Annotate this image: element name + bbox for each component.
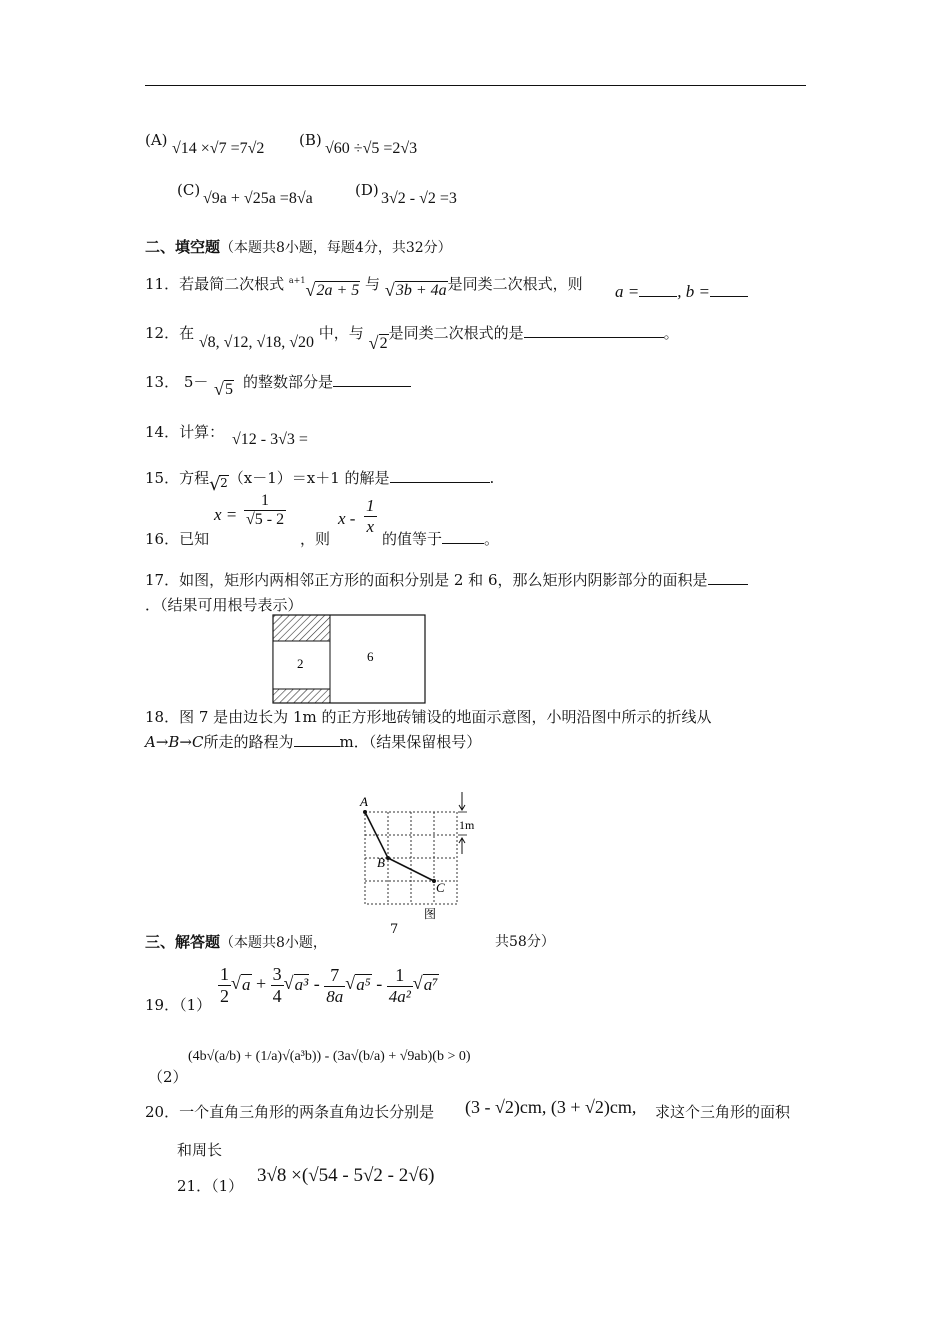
- q17-blank[interactable]: [708, 584, 748, 585]
- section3-heading-left: [145, 931, 327, 952]
- q11-text2: 与: [365, 275, 381, 293]
- q19-r3: a⁵: [356, 974, 371, 994]
- section2-note: （本题共8小题，每题4分，共32分）: [220, 240, 452, 256]
- q14: [145, 421, 224, 442]
- q16-tail: [382, 528, 499, 549]
- q18-label-b: B: [377, 855, 385, 870]
- q13-expr1: 5－: [183, 373, 209, 391]
- q16-comma: ，则: [300, 530, 331, 548]
- q11-blank-a[interactable]: [639, 296, 677, 297]
- q12-num: 12．: [145, 324, 180, 342]
- section3-note2: 共58分）: [495, 934, 555, 950]
- q16-text1: 已知: [179, 530, 210, 548]
- section2-heading: [145, 236, 452, 257]
- q15-blank[interactable]: [390, 482, 490, 483]
- q17-figure: [270, 613, 430, 706]
- q11-rad1: 2a + 5: [316, 282, 360, 299]
- q19-r4: a⁷: [423, 974, 439, 994]
- q17-shade-top: [273, 615, 330, 641]
- q20-expr: (3 - √2)cm, (3 + √2)cm,: [465, 1097, 637, 1117]
- q19-r1: a: [242, 974, 251, 994]
- q19-f2n: 3: [272, 964, 282, 984]
- q18-caption: 图: [424, 907, 437, 921]
- q19-r2: a³: [294, 974, 309, 994]
- q18-point-a: [363, 810, 367, 814]
- q18-caption-num: 7: [390, 922, 399, 937]
- q13-rad: 5: [225, 381, 233, 398]
- q11: [145, 273, 583, 299]
- q18-text2: 所走的路程为: [203, 733, 294, 751]
- q18-num: 18．: [145, 708, 180, 726]
- q13-text: 的整数部分是: [243, 373, 334, 391]
- q18-path-line: [365, 812, 434, 881]
- q14-text: 计算：: [179, 423, 225, 441]
- q12-list: √8, √12, √18, √20: [198, 334, 315, 351]
- q15-text1: 方程: [179, 469, 210, 487]
- q21-p1: （1）: [211, 1177, 244, 1195]
- q16-num2: 1: [366, 496, 375, 515]
- q17-shade-bottom: [273, 689, 330, 703]
- section2-title: 二、填空题: [145, 238, 221, 256]
- q20-text: 一个直角三角形的两条直角边长分别是: [179, 1103, 435, 1121]
- option-c-expr: √9a + √25a =8√a: [203, 190, 313, 207]
- q17-line2: ．（结果可用根号表示）: [145, 596, 303, 614]
- q11-ans-a: a =: [615, 282, 640, 301]
- q18-label-1m: 1m: [459, 818, 475, 832]
- q11-answers: [615, 282, 748, 302]
- q19-p2: （2）: [148, 1068, 188, 1086]
- q19-f4n: 1: [387, 965, 413, 987]
- q19-f3d: 8a: [326, 986, 344, 1006]
- q19-f4d: 4a²: [388, 986, 411, 1006]
- q16-den1: √5 - 2: [246, 511, 285, 528]
- option-b-label: (B): [299, 131, 322, 149]
- q19-f1n: 1: [220, 964, 229, 984]
- q18-line1: [145, 706, 711, 727]
- option-a-expr: √14 ×√7 =7√2: [172, 140, 265, 157]
- q11-blank-b[interactable]: [710, 296, 748, 297]
- section3-note1: （本题共8小题，: [220, 935, 327, 951]
- q18-text: 图 7 是由边长为 1m 的正方形地砖铺设的地面示意图，小明沿图中所示的折线从: [179, 708, 712, 726]
- q19-f1d: 2: [220, 986, 229, 1006]
- q11-text1: 若最简二次根式: [179, 275, 285, 293]
- q11-text3: 是同类二次根式，则: [447, 275, 583, 293]
- q17-label-small: 2: [297, 656, 304, 671]
- q18-path: A→B→C: [145, 733, 204, 751]
- q17-text: 如图，矩形内两相邻正方形的面积分别是 2 和 6，那么矩形内阴影部分的面积是: [179, 571, 708, 589]
- option-a-label: (A): [145, 131, 168, 149]
- q16-expr: x -: [338, 509, 356, 528]
- q16-frac1: [244, 492, 286, 529]
- q11-num: 11．: [145, 275, 180, 293]
- header-rule: [145, 85, 806, 86]
- q18-point-b: [386, 856, 390, 860]
- option-d-expr: 3√2 - √2 =3: [381, 190, 457, 207]
- q16-lhs: x =: [214, 505, 238, 524]
- q12: [145, 322, 679, 352]
- q21-expr: 3√8 ×(√54 - 5√2 - 2√6): [257, 1165, 435, 1186]
- q12-rad: 2: [379, 335, 388, 352]
- q19-lead: [145, 994, 211, 1015]
- q20-line1: [145, 1101, 434, 1122]
- q16-num1: 1: [244, 492, 286, 511]
- q15: [145, 467, 494, 488]
- option-c-label: (C): [177, 181, 201, 199]
- q19-expr2: (4b√(a/b) + (1/a)√(a³b)) - (3a√(b/a) + √9ab)(b > 0): [188, 1049, 471, 1064]
- q20-num: 20．: [145, 1103, 180, 1121]
- q21-num: 21．: [177, 1177, 212, 1195]
- q19-f3n: 7: [324, 965, 345, 987]
- q13-rad-wrap: [214, 381, 234, 399]
- q18-label-c: C: [436, 880, 445, 895]
- q17-label-big: 6: [367, 649, 374, 664]
- q16-blank[interactable]: [442, 543, 484, 544]
- q12-text1: 在: [179, 324, 195, 342]
- q17-line1: [145, 569, 748, 590]
- q19-num: 19．: [145, 996, 180, 1014]
- q17-num: 17．: [145, 571, 180, 589]
- q16-lead: [145, 528, 209, 549]
- q12-text3: 是同类二次根式的是: [388, 324, 524, 342]
- q16-num: 16．: [145, 530, 180, 548]
- q11-index: a+1: [288, 276, 306, 285]
- q14-expr: √12 - 3√3 =: [232, 431, 308, 448]
- q18-line2: [145, 731, 481, 752]
- q15-num: 15．: [145, 469, 180, 487]
- q18-text3: m．（结果保留根号）: [339, 733, 482, 751]
- q16-den2: x: [366, 517, 375, 536]
- q15-end: .: [489, 469, 495, 487]
- q12-end: 。: [663, 324, 679, 342]
- q20-text2: 求这个三角形的面积: [655, 1103, 791, 1121]
- q19-expr1: $\frac{1}{2}$ √ a + $\frac{3}{4}$ √ a³ - $\frac{7}{8a}$ √ a⁵ - $\frac{1}{\text{4a²}}$ √ a⁷: [218, 964, 439, 1007]
- q21-lead: [177, 1175, 243, 1196]
- q18-blank[interactable]: [294, 746, 340, 747]
- q13-tail: [243, 371, 411, 392]
- q12-text2: 中，与: [318, 324, 364, 342]
- q16-frac2: [364, 496, 377, 537]
- q19-p1: （1）: [179, 996, 212, 1014]
- q13-blank[interactable]: [333, 386, 411, 387]
- section3-title: 三、解答题: [145, 933, 221, 951]
- q18-figure: [355, 788, 485, 923]
- q11-ans-b: , b =: [677, 282, 710, 301]
- q12-blank[interactable]: [524, 337, 664, 338]
- q16-end: 。: [484, 530, 500, 548]
- q18-label-a: A: [360, 794, 368, 809]
- q14-num: 14．: [145, 423, 180, 441]
- q20-line2: 和周长: [177, 1141, 223, 1159]
- q11-rad2: 3b + 4a: [395, 282, 447, 299]
- q15-text2: （x－1）＝x＋1 的解是: [228, 469, 390, 487]
- option-d-label: (D): [355, 181, 379, 199]
- option-b-expr: √60 ÷√5 =2√3: [325, 140, 418, 157]
- q13: [145, 371, 208, 392]
- q19-f2d: 4: [272, 986, 282, 1006]
- q13-num: 13．: [145, 373, 180, 391]
- q16-text2: 的值等于: [382, 530, 443, 548]
- q15-rad: 2: [220, 476, 228, 490]
